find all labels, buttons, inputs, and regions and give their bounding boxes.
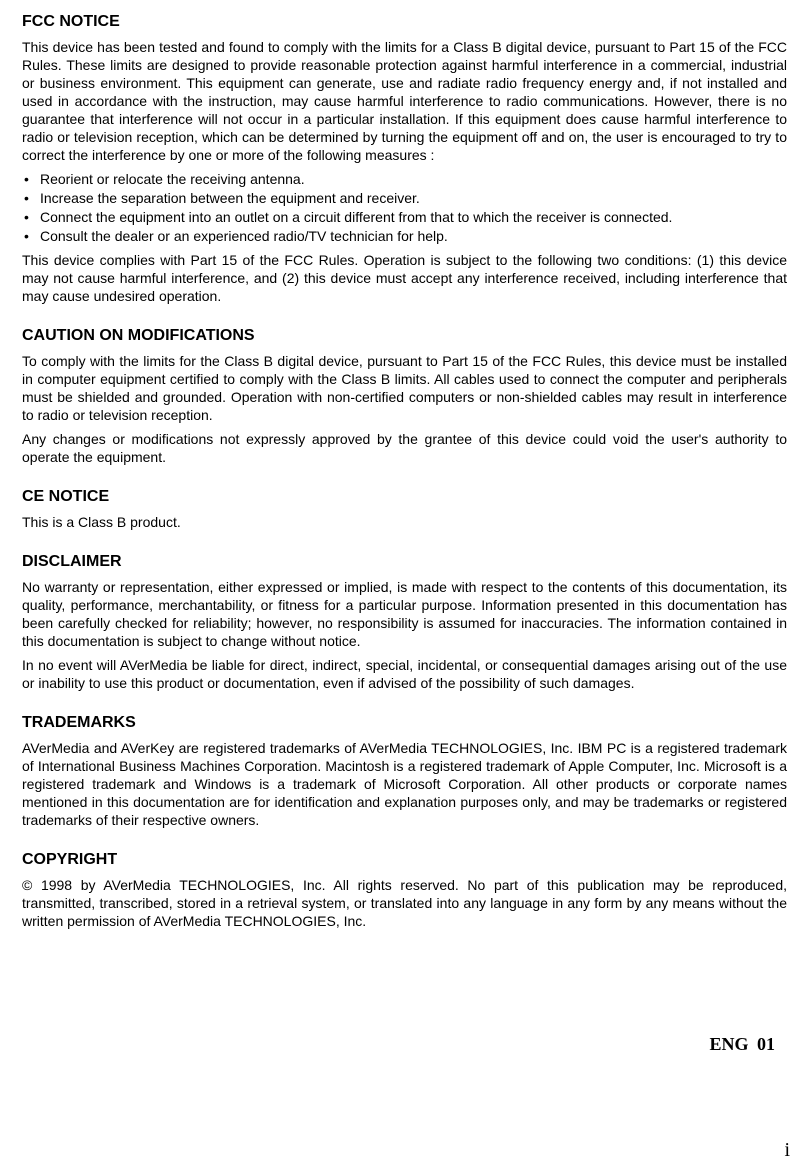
list-item-text: Consult the dealer or an experienced radio/TV technician for help. <box>40 228 448 244</box>
fcc-measures-list <box>22 170 787 246</box>
ce-notice-paragraph: This is a Class B product. <box>22 514 181 530</box>
bullet-icon: • <box>24 171 29 187</box>
caution-section <box>22 326 787 466</box>
disclaimer-paragraph-1: No warranty or representation, either expressed or implied, is made with respect to the contents of this documentation, its quality, performance, merchantability, or fitness for a particular purpose. Information presented in this documentation has been carefully checked for reliability; however, no responsibility is assumed for inaccuracies. The information contained in this documentation is subject to change without notice. <box>22 579 787 649</box>
fcc-compliance-paragraph: This device complies with Part 15 of the FCC Rules. Operation is subject to the following two conditions: (1) this device may not cause harmful interference, and (2) this device must accept any interference received, including interference that may cause undesired operation. <box>22 252 787 304</box>
bullet-icon: • <box>24 209 29 225</box>
trademarks-paragraph: AVerMedia and AVerKey are registered trademarks of AVerMedia TECHNOLOGIES, Inc. IBM PC is a registered trademark of International Business Machines Corporation. Macintosh is a registered trademark of Apple Computer, Inc. Microsoft is a registered trademark and Windows is a trademark of Microsoft Corporation. All other products or corporate names mentioned in this documentation are for identification and explanation purposes only, and may be trademarks or registered trademarks of their respective owners. <box>22 740 787 828</box>
trademarks-section <box>22 713 787 829</box>
disclaimer-heading: DISCLAIMER <box>22 553 122 570</box>
bullet-icon: • <box>24 228 29 244</box>
ce-notice-heading: CE NOTICE <box>22 488 110 505</box>
fcc-notice-section <box>22 12 787 305</box>
list-item-text: Connect the equipment into an outlet on a circuit different from that to which the receiver is connected. <box>40 209 673 225</box>
list-item-text: Increase the separation between the equipment and receiver. <box>40 190 420 206</box>
list-item <box>22 189 787 208</box>
caution-paragraph-1: To comply with the limits for the Class B digital device, pursuant to Part 15 of the FCC Rules, this device must be installed in computer equipment certified to comply with the Class B limits. All cables used to connect the computer and peripherals must be shielded and grounded. Operation with non-certified computers or non-shielded cables may result in interference to radio or television reception. <box>22 353 787 423</box>
page-number: i <box>784 1139 790 1161</box>
trademarks-heading: TRADEMARKS <box>22 714 136 731</box>
fcc-notice-heading: FCC NOTICE <box>22 13 120 30</box>
fcc-intro-paragraph: This device has been tested and found to comply with the limits for a Class B digital device, pursuant to Part 15 of the FCC Rules. These limits are designed to provide reasonable protection against harmful interference in a commercial, industrial or business environment. This equipment can generate, use and radiate radio frequency energy and, if not installed and used in accordance with the instruction, may cause harmful interference to radio communications. However, there is no guarantee that interference will not occur in a particular installation. If this equipment does cause harmful interference to radio or television reception, which can be determined by turning the equipment off and on, the user is encouraged to try to correct the interference by one or more of the following measures : <box>22 39 787 163</box>
caution-heading: CAUTION ON MODIFICATIONS <box>22 327 255 344</box>
list-item <box>22 208 787 227</box>
copyright-section <box>22 850 787 930</box>
caution-paragraph-2: Any changes or modifications not expressly approved by the grantee of this device could void the user's authority to operate the equipment. <box>22 431 787 465</box>
copyright-heading: COPYRIGHT <box>22 851 118 868</box>
list-item <box>22 170 787 189</box>
bullet-icon: • <box>24 190 29 206</box>
copyright-paragraph: © 1998 by AVerMedia TECHNOLOGIES, Inc. All rights reserved. No part of this publication may be reproduced, transmitted, transcribed, stored in a retrieval system, or translated into any language in any form by any means without the written permission of AVerMedia TECHNOLOGIES, Inc. <box>22 877 787 929</box>
list-item <box>22 227 787 246</box>
list-item-text: Reorient or relocate the receiving antenna. <box>40 171 305 187</box>
disclaimer-section <box>22 552 787 692</box>
disclaimer-paragraph-2: In no event will AVerMedia be liable for direct, indirect, special, incidental, or consequential damages arising out of the use or inability to use this product or documentation, even if advised of the possibility of such damages. <box>22 657 787 691</box>
ce-notice-section <box>22 487 787 531</box>
language-page-code: ENG 01 <box>709 1034 775 1054</box>
document-page <box>22 12 787 951</box>
